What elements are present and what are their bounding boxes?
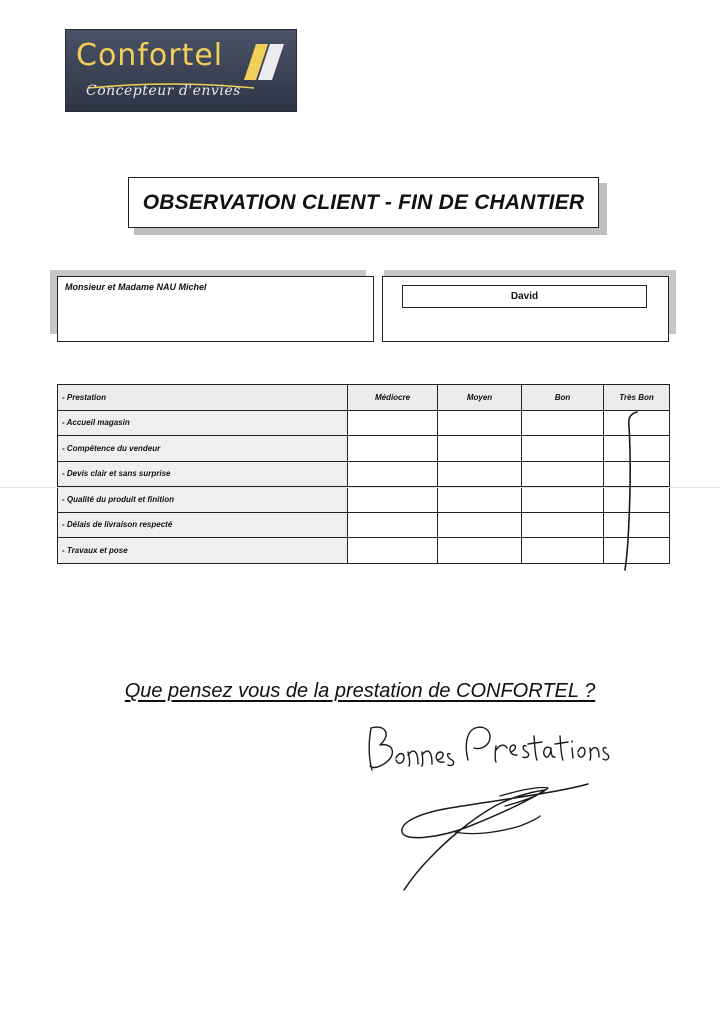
logo-tagline: Concepteur d'envies (86, 83, 241, 99)
header-prestation: - Prestation (58, 385, 348, 411)
row-label: - Travaux et pose (58, 538, 348, 564)
logo-brand-text: Confortel (76, 38, 224, 73)
row-label: - Délais de livraison respecté (58, 512, 348, 538)
header-mediocre: Médiocre (348, 385, 438, 411)
row-label: - Accueil magasin (58, 410, 348, 436)
page-title: OBSERVATION CLIENT - FIN DE CHANTIER (142, 190, 585, 214)
vendor-name: David (510, 291, 539, 302)
header-moyen: Moyen (438, 385, 522, 411)
row-label: - Compétence du vendeur (58, 436, 348, 462)
header-bon: Bon (522, 385, 604, 411)
row-label: - Devis clair et sans surprise (58, 461, 348, 487)
header-tres-bon: Très Bon (604, 385, 670, 411)
client-name: Monsieur et Madame NAU Michel (65, 282, 207, 292)
row-label: - Qualité du produit et finition (58, 487, 348, 513)
feedback-question: Que pensez vous de la prestation de CONFORTEL ? (124, 680, 596, 702)
